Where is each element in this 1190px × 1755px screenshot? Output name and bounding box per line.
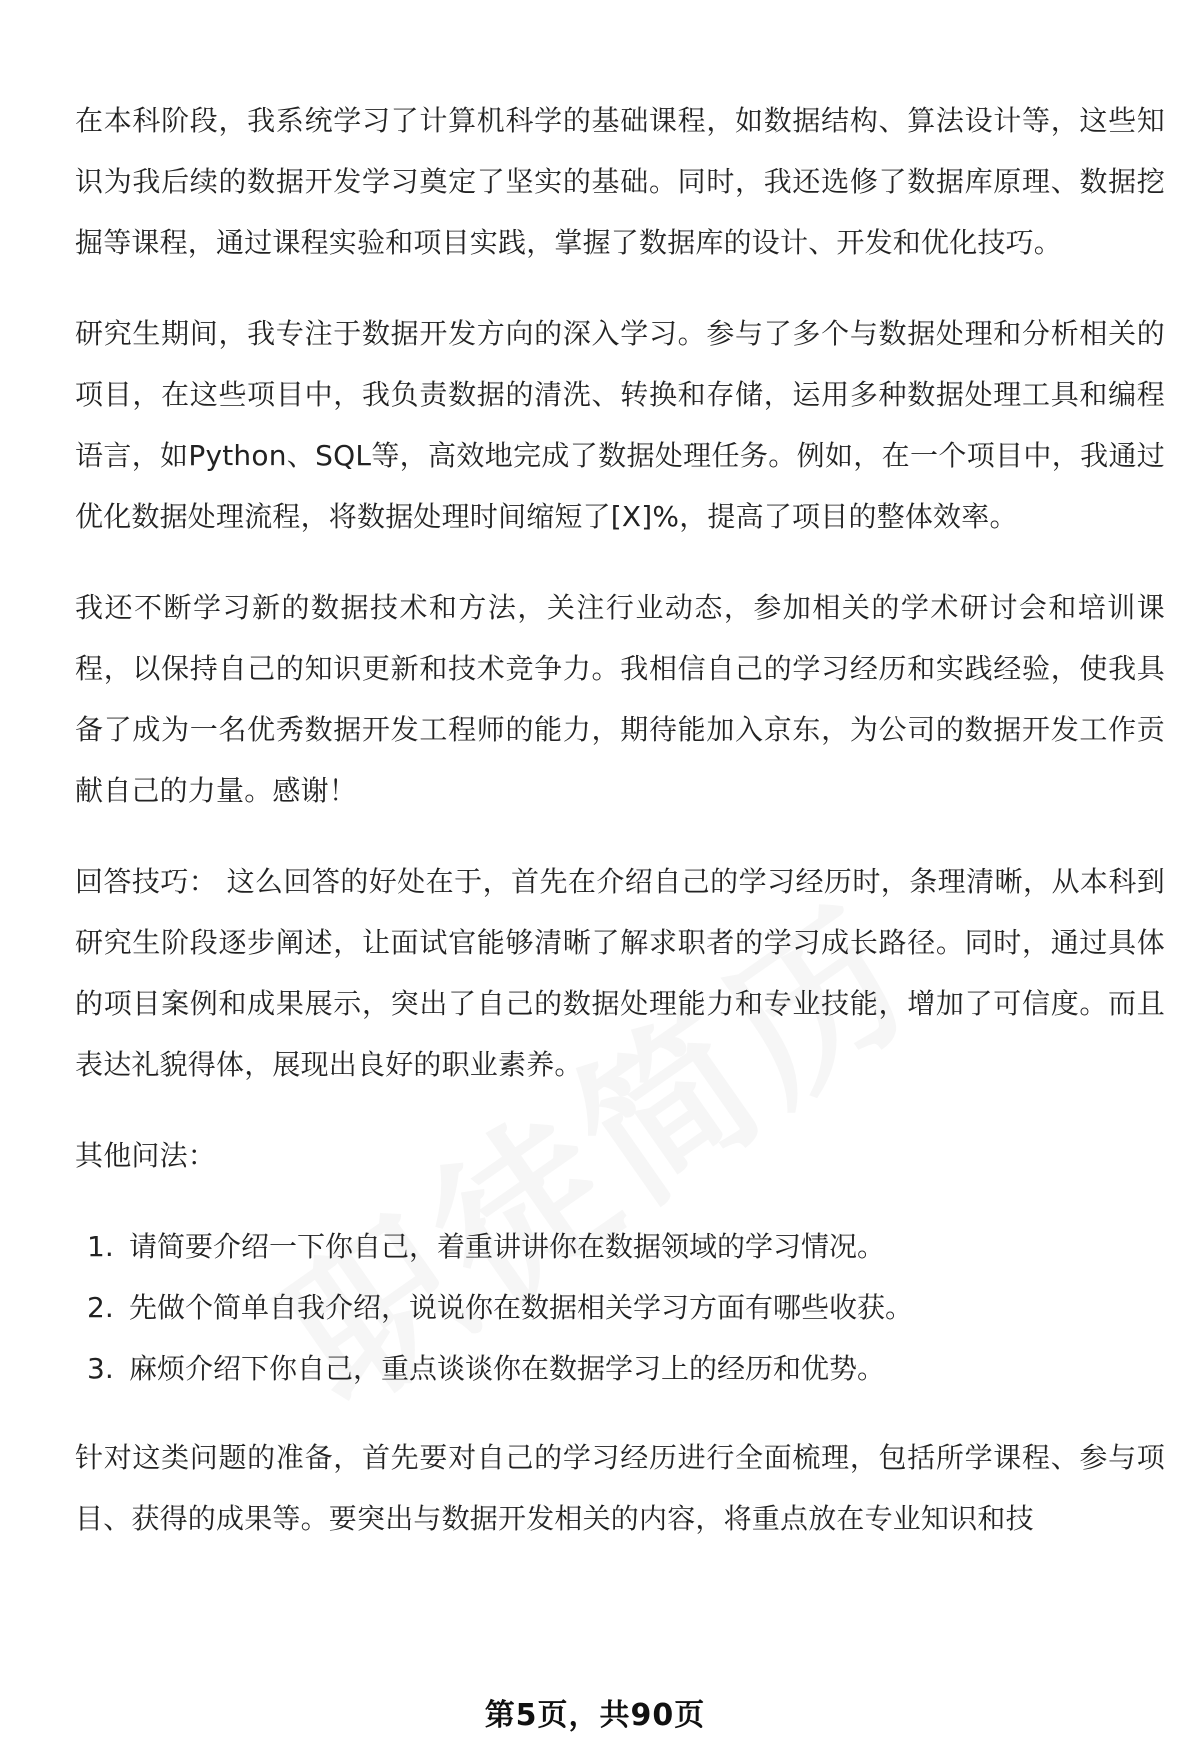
page-number-footer: 第5页，共90页 <box>484 1698 706 1733</box>
list-item <box>75 1277 1165 1338</box>
paragraph-answer-tips: 回答技巧： 这么回答的好处在于，首先在介绍自己的学习经历时，条理清晰，从本科到研究生阶段逐步阐述，让面试官能够清晰了解求职者的学习成长路径。同时，通过具体的项目案例和成果展示，突出了自己的数据处理能力和专业技能，增加了可信度。而且表达礼貌得体，展现出良好的职业素养。 <box>75 865 1165 1081</box>
paragraph-undergraduate: 在本科阶段，我系统学习了计算机科学的基础课程，如数据结构、算法设计等，这些知识为我后续的数据开发学习奠定了坚实的基础。同时，我还选修了数据库原理、数据挖掘等课程，通过课程实验和项目实践，掌握了数据库的设计、开发和优化技巧。 <box>75 104 1165 259</box>
list-item-number: 3. <box>87 1352 114 1385</box>
list-item-text: 请简要介绍一下你自己，着重讲讲你在数据领域的学习情况。 <box>129 1230 886 1263</box>
paragraph-preparation: 针对这类问题的准备，首先要对自己的学习经历进行全面梳理，包括所学课程、参与项目、获得的成果等。要突出与数据开发相关的内容，将重点放在专业知识和技 <box>75 1441 1165 1535</box>
list-item <box>75 1216 1165 1277</box>
list-item-text: 先做个简单自我介绍，说说你在数据相关学习方面有哪些收获。 <box>129 1291 914 1324</box>
list-item <box>75 1338 1165 1399</box>
other-questions-heading: 其他问法： <box>75 1139 217 1172</box>
list-item-number: 1. <box>87 1230 114 1263</box>
other-questions-list <box>75 1216 1165 1399</box>
page-content <box>75 90 1165 1579</box>
list-item-number: 2. <box>87 1291 114 1324</box>
paragraph-graduate: 研究生期间，我专注于数据开发方向的深入学习。参与了多个与数据处理和分析相关的项目，在这些项目中，我负责数据的清洗、转换和存储，运用多种数据处理工具和编程语言，如Python、SQL等，高效地完成了数据处理任务。例如，在一个项目中，我通过优化数据处理流程，将数据处理时间缩短了[X]%，提高了项目的整体效率。 <box>75 317 1165 533</box>
paragraph-continuous-learning: 我还不断学习新的数据技术和方法，关注行业动态，参加相关的学术研讨会和培训课程，以保持自己的知识更新和技术竞争力。我相信自己的学习经历和实践经验，使我具备了成为一名优秀数据开发工程师的能力，期待能加入京东，为公司的数据开发工作贡献自己的力量。感谢！ <box>75 591 1165 807</box>
list-item-text: 麻烦介绍下你自己，重点谈谈你在数据学习上的经历和优势。 <box>129 1352 886 1385</box>
